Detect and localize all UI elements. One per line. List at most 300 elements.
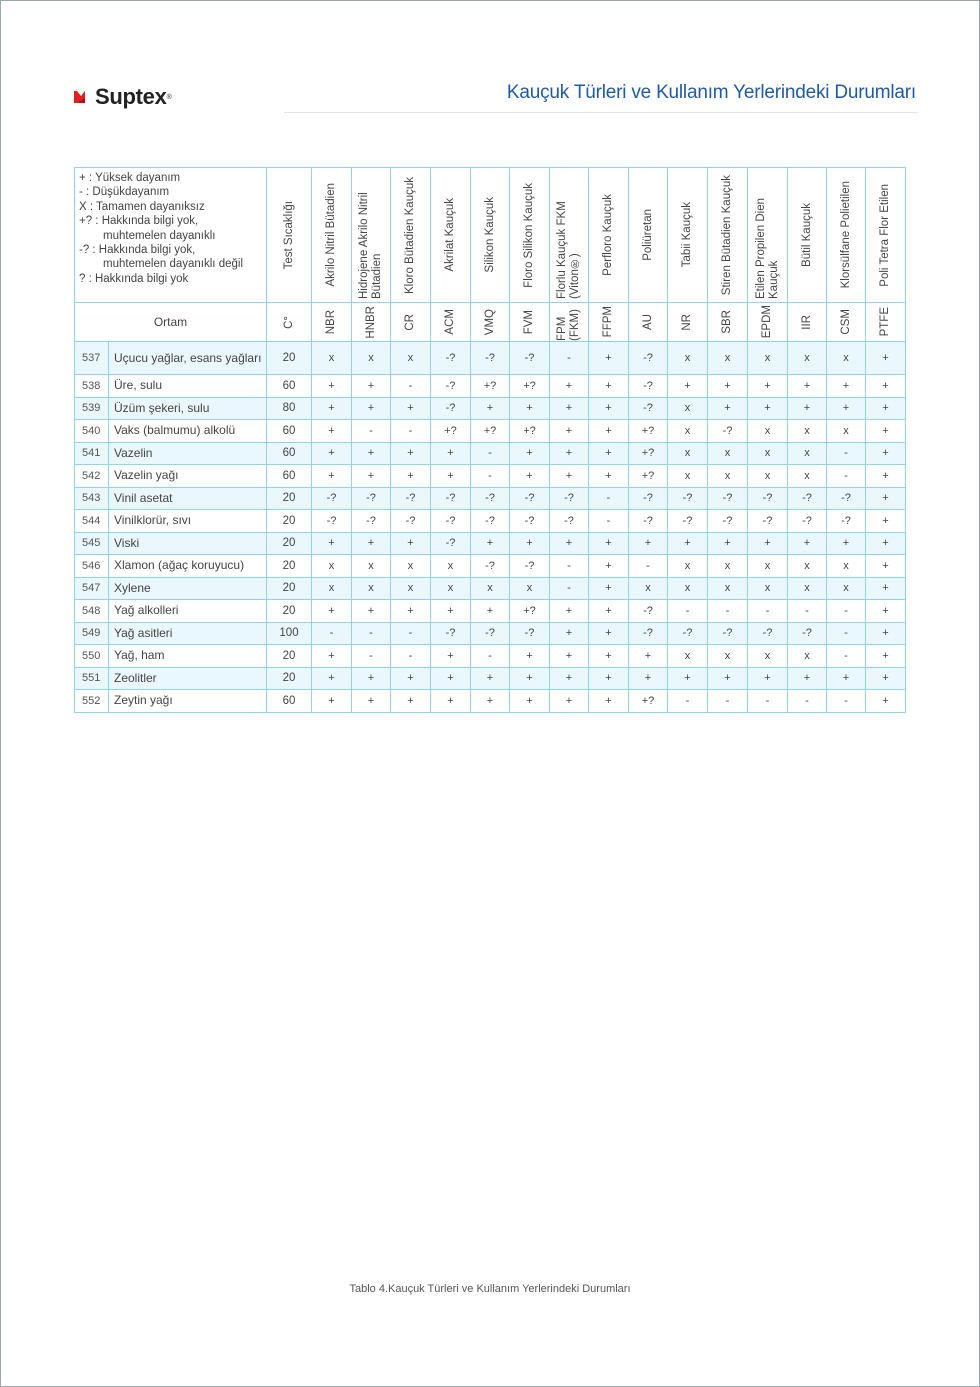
resistance-value: + — [312, 690, 352, 713]
resistance-value: + — [866, 577, 906, 600]
medium-name: Viski — [109, 532, 267, 555]
material-name: Stiren Bütadien Kauçuk — [721, 174, 733, 296]
legend-line: -? : Hakkında bilgi yok, — [79, 244, 196, 257]
resistance-value: + — [550, 397, 589, 420]
resistance-value: x — [668, 645, 708, 668]
resistance-value: x — [668, 442, 708, 465]
material-code: NBR — [325, 309, 337, 335]
resistance-value: + — [550, 442, 589, 465]
resistance-value: - — [827, 600, 866, 623]
resistance-value: + — [510, 690, 550, 713]
resistance-value: + — [471, 532, 510, 555]
resistance-value: + — [866, 487, 906, 510]
resistance-value: + — [866, 622, 906, 645]
resistance-value: -? — [431, 397, 471, 420]
row-number: 542 — [75, 465, 109, 488]
resistance-value: -? — [629, 397, 668, 420]
resistance-value: + — [391, 442, 431, 465]
medium-name: Üre, sulu — [109, 375, 267, 398]
table-row — [75, 645, 906, 668]
row-number: 552 — [75, 690, 109, 713]
resistance-value: x — [827, 342, 866, 375]
resistance-value: - — [827, 690, 866, 713]
resistance-value: + — [391, 397, 431, 420]
material-code-cell — [550, 303, 589, 342]
resistance-value: + — [589, 397, 629, 420]
resistance-value: + — [312, 600, 352, 623]
resistance-value: + — [352, 667, 391, 690]
material-name: Tabii Kauçuk — [681, 202, 693, 268]
resistance-value: - — [668, 600, 708, 623]
material-column-header — [352, 168, 391, 303]
row-number: 545 — [75, 532, 109, 555]
material-code-cell — [748, 303, 788, 342]
resistance-value: -? — [550, 487, 589, 510]
resistance-value: + — [866, 342, 906, 375]
resistance-value: +? — [471, 420, 510, 443]
resistance-value: - — [629, 555, 668, 578]
resistance-value: +? — [629, 690, 668, 713]
resistance-value: + — [312, 465, 352, 488]
test-temperature: 60 — [267, 420, 312, 443]
table-body — [75, 342, 906, 713]
medium-name: Uçucu yağlar, esans yağları — [109, 342, 267, 375]
resistance-value: -? — [510, 342, 550, 375]
resistance-value: + — [312, 397, 352, 420]
table-row — [75, 690, 906, 713]
resistance-value: -? — [312, 487, 352, 510]
resistance-value: x — [629, 577, 668, 600]
resistance-value: x — [788, 577, 827, 600]
resistance-value: -? — [431, 532, 471, 555]
resistance-value: + — [352, 465, 391, 488]
resistance-value: -? — [827, 510, 866, 533]
resistance-value: + — [391, 465, 431, 488]
resistance-value: + — [668, 532, 708, 555]
resistance-value: + — [550, 645, 589, 668]
resistance-value: + — [312, 645, 352, 668]
material-column-header — [748, 168, 788, 303]
material-name: Hidrojene Akrilo Nitril Bütadien — [358, 192, 383, 299]
resistance-value: + — [708, 667, 748, 690]
test-temperature: 20 — [267, 600, 312, 623]
resistance-value: + — [589, 465, 629, 488]
resistance-value: - — [391, 375, 431, 398]
resistance-value: x — [708, 577, 748, 600]
material-code-cell — [391, 303, 431, 342]
test-temperature: 20 — [267, 487, 312, 510]
table-row — [75, 510, 906, 533]
resistance-value: + — [550, 690, 589, 713]
resistance-value: + — [827, 667, 866, 690]
material-code-cell — [708, 303, 748, 342]
medium-name: Xylene — [109, 577, 267, 600]
resistance-value: - — [827, 442, 866, 465]
resistance-value: x — [471, 577, 510, 600]
resistance-value: + — [748, 532, 788, 555]
resistance-value: - — [788, 690, 827, 713]
resistance-value: -? — [510, 555, 550, 578]
material-name: Klorsülfane Polietilen — [839, 181, 852, 289]
test-temperature: 20 — [267, 667, 312, 690]
resistance-value: - — [748, 690, 788, 713]
resistance-value: -? — [629, 622, 668, 645]
resistance-value: x — [788, 420, 827, 443]
resistance-value: - — [589, 487, 629, 510]
resistance-value: + — [748, 667, 788, 690]
resistance-value: x — [668, 577, 708, 600]
medium-name: Zeolitler — [109, 667, 267, 690]
legend-line: + : Yüksek dayanım — [79, 172, 181, 184]
resistance-value: + — [391, 690, 431, 713]
resistance-value: x — [352, 342, 391, 375]
resistance-value: + — [431, 600, 471, 623]
resistance-value: -? — [788, 487, 827, 510]
material-name: Perfloro Kauçuk — [602, 194, 614, 276]
resistance-value: -? — [471, 510, 510, 533]
resistance-value: + — [431, 465, 471, 488]
resistance-value: + — [589, 577, 629, 600]
resistance-value: x — [510, 577, 550, 600]
resistance-value: x — [708, 442, 748, 465]
resistance-value: - — [352, 622, 391, 645]
row-number: 537 — [75, 342, 109, 375]
resistance-value: - — [827, 465, 866, 488]
resistance-value: -? — [708, 420, 748, 443]
resistance-value: x — [788, 555, 827, 578]
resistance-value: -? — [431, 375, 471, 398]
resistance-value: x — [352, 577, 391, 600]
resistance-value: x — [668, 342, 708, 375]
resistance-value: + — [510, 397, 550, 420]
resistance-value: x — [788, 465, 827, 488]
resistance-value: - — [391, 645, 431, 668]
resistance-value: + — [788, 397, 827, 420]
resistance-value: -? — [471, 622, 510, 645]
legend-line: - : Düşükdayanım — [79, 186, 170, 199]
resistance-value: + — [629, 667, 668, 690]
resistance-value: - — [471, 645, 510, 668]
resistance-value: -? — [629, 600, 668, 623]
resistance-value: + — [866, 420, 906, 443]
resistance-value: + — [866, 465, 906, 488]
table-caption: Tablo 4.Kauçuk Türleri ve Kullanım Yerlerindeki Durumları — [349, 1283, 631, 1295]
material-column-header — [312, 168, 352, 303]
resistance-value: -? — [471, 487, 510, 510]
resistance-value: x — [668, 465, 708, 488]
resistance-value: + — [431, 645, 471, 668]
material-code: SBR — [721, 310, 733, 334]
resistance-value: - — [788, 600, 827, 623]
resistance-value: -? — [510, 487, 550, 510]
material-name: Kloro Bütadien Kauçuk — [404, 176, 416, 294]
material-code: CSM — [839, 309, 852, 335]
row-number: 547 — [75, 577, 109, 600]
resistance-value: + — [391, 600, 431, 623]
resistance-value: +? — [510, 600, 550, 623]
resistance-value: + — [550, 667, 589, 690]
resistance-value: x — [708, 555, 748, 578]
table-row — [75, 577, 906, 600]
resistance-value: -? — [748, 622, 788, 645]
resistance-value: + — [352, 600, 391, 623]
resistance-value: x — [827, 577, 866, 600]
resistance-value: -? — [431, 622, 471, 645]
material-column-header — [431, 168, 471, 303]
table-row — [75, 622, 906, 645]
table-row — [75, 532, 906, 555]
table-row — [75, 600, 906, 623]
brand-logo — [74, 84, 172, 110]
legend-line: +? : Hakkında bilgi yok, — [79, 215, 199, 228]
resistance-value: +? — [471, 375, 510, 398]
resistance-value: -? — [352, 487, 391, 510]
material-name: Silikon Kauçuk — [483, 197, 496, 273]
resistance-value: + — [510, 465, 550, 488]
resistance-value: -? — [312, 510, 352, 533]
resistance-value: x — [708, 465, 748, 488]
resistance-value: - — [550, 342, 589, 375]
row-number: 538 — [75, 375, 109, 398]
test-temperature: 60 — [267, 442, 312, 465]
material-code-cell — [352, 303, 391, 342]
resistance-value: x — [391, 555, 431, 578]
resistance-value: +? — [629, 442, 668, 465]
resistance-value: + — [471, 600, 510, 623]
legend — [75, 168, 267, 303]
material-code: HNBR — [364, 305, 377, 339]
material-column-header — [629, 168, 668, 303]
material-code: AU — [641, 314, 654, 330]
resistance-value: + — [629, 645, 668, 668]
resistance-value: + — [431, 442, 471, 465]
resistance-value: + — [866, 510, 906, 533]
resistance-value: -? — [471, 342, 510, 375]
resistance-value: - — [748, 600, 788, 623]
ortam-label: Ortam — [75, 303, 267, 342]
resistance-value: + — [708, 532, 748, 555]
resistance-value: -? — [668, 487, 708, 510]
brand-reg-mark: ® — [166, 93, 172, 101]
resistance-value: + — [550, 375, 589, 398]
material-code: IIR — [800, 314, 813, 330]
resistance-value: + — [866, 532, 906, 555]
resistance-value: x — [391, 577, 431, 600]
resistance-value: + — [550, 420, 589, 443]
table-row — [75, 420, 906, 443]
resistance-value: - — [550, 577, 589, 600]
resistance-value: + — [589, 375, 629, 398]
header-divider — [284, 112, 918, 113]
material-column-header — [550, 168, 589, 303]
material-code-cell — [668, 303, 708, 342]
resistance-value: - — [827, 622, 866, 645]
resistance-value: + — [471, 690, 510, 713]
resistance-value: x — [748, 442, 788, 465]
resistance-value: -? — [748, 487, 788, 510]
material-code-cell — [629, 303, 668, 342]
resistance-value: x — [748, 342, 788, 375]
material-column-header — [866, 168, 906, 303]
resistance-value: + — [391, 667, 431, 690]
resistance-value: -? — [510, 622, 550, 645]
resistance-value: + — [312, 420, 352, 443]
resistance-value: +? — [510, 420, 550, 443]
resistance-value: - — [352, 420, 391, 443]
medium-name: Zeytin yağı — [109, 690, 267, 713]
resistance-value: -? — [827, 487, 866, 510]
legend-line: muhtemelen dayanıklı değil — [103, 258, 243, 271]
resistance-value: -? — [788, 510, 827, 533]
resistance-value: + — [312, 667, 352, 690]
row-number: 551 — [75, 667, 109, 690]
resistance-value: x — [748, 645, 788, 668]
resistance-value: + — [391, 532, 431, 555]
resistance-value: x — [748, 465, 788, 488]
medium-name: Vazelin — [109, 442, 267, 465]
resistance-value: + — [312, 532, 352, 555]
resistance-value: + — [748, 375, 788, 398]
resistance-value: + — [866, 555, 906, 578]
resistance-value: + — [827, 397, 866, 420]
material-name: Bütil Kauçuk — [800, 203, 813, 267]
resistance-value: x — [391, 342, 431, 375]
resistance-value: + — [352, 690, 391, 713]
resistance-value: + — [550, 532, 589, 555]
medium-name: Vinil asetat — [109, 487, 267, 510]
resistance-value: + — [589, 555, 629, 578]
material-column-header — [510, 168, 550, 303]
resistance-value: + — [589, 342, 629, 375]
test-temperature: 20 — [267, 532, 312, 555]
resistance-value: -? — [510, 510, 550, 533]
resistance-value: + — [510, 667, 550, 690]
resistance-value: - — [471, 442, 510, 465]
resistance-value: + — [866, 645, 906, 668]
material-code: ACM — [444, 309, 456, 335]
resistance-value: + — [866, 690, 906, 713]
resistance-value: + — [510, 442, 550, 465]
material-code: FVM — [523, 309, 535, 335]
test-temperature: 20 — [267, 510, 312, 533]
resistance-value: + — [510, 532, 550, 555]
resistance-value: - — [708, 600, 748, 623]
resistance-value: x — [312, 342, 352, 375]
resistance-value: - — [471, 465, 510, 488]
resistance-value: -? — [431, 487, 471, 510]
material-column-header — [827, 168, 866, 303]
resistance-value: -? — [708, 487, 748, 510]
test-temperature: 100 — [267, 622, 312, 645]
resistance-value: - — [391, 420, 431, 443]
material-name: Akrilat Kauçuk — [444, 198, 456, 272]
material-name: Poliüretan — [641, 209, 654, 261]
material-code-cell — [788, 303, 827, 342]
resistance-value: x — [788, 342, 827, 375]
resistance-value: - — [827, 645, 866, 668]
material-name: Akrilo Nitril Bütadien — [325, 183, 337, 287]
material-code: CR — [404, 313, 416, 331]
legend-line: muhtemelen dayanıklı — [103, 229, 216, 242]
test-temperature: 20 — [267, 555, 312, 578]
resistance-value: x — [827, 555, 866, 578]
resistance-value: + — [708, 375, 748, 398]
material-column-header — [471, 168, 510, 303]
resistance-value: + — [589, 600, 629, 623]
row-number: 544 — [75, 510, 109, 533]
material-code-cell — [312, 303, 352, 342]
table-row — [75, 555, 906, 578]
resistance-value: + — [748, 397, 788, 420]
resistance-value: x — [312, 577, 352, 600]
resistance-value: - — [668, 690, 708, 713]
resistance-value: + — [431, 690, 471, 713]
medium-name: Yağ, ham — [109, 645, 267, 668]
material-code: FPM (FKM) — [556, 309, 581, 341]
resistance-value: + — [708, 397, 748, 420]
resistance-value: +? — [510, 375, 550, 398]
resistance-value: + — [550, 600, 589, 623]
material-name: Florlu Kauçuk FKM (Viton®) — [556, 201, 581, 299]
resistance-value: + — [827, 375, 866, 398]
resistance-value: + — [866, 442, 906, 465]
resistance-value: -? — [391, 487, 431, 510]
table-row — [75, 487, 906, 510]
page-title: Kauçuk Türleri ve Kullanım Yerlerindeki Durumları — [506, 82, 916, 103]
material-column-header — [668, 168, 708, 303]
material-column-header — [708, 168, 748, 303]
resistance-value: + — [589, 690, 629, 713]
temp-unit-label: C° — [282, 315, 295, 329]
table-row — [75, 667, 906, 690]
resistance-table-container — [74, 167, 906, 713]
resistance-value: -? — [431, 342, 471, 375]
medium-name: Yağ alkolleri — [109, 600, 267, 623]
resistance-value: + — [866, 375, 906, 398]
material-code-cell — [866, 303, 906, 342]
resistance-value: + — [471, 397, 510, 420]
medium-name: Xlamon (ağaç koruyucu) — [109, 555, 267, 578]
resistance-value: + — [352, 375, 391, 398]
material-code: NR — [681, 313, 693, 331]
resistance-value: -? — [788, 622, 827, 645]
resistance-value: - — [589, 510, 629, 533]
resistance-value: -? — [668, 622, 708, 645]
resistance-value: x — [312, 555, 352, 578]
temp-column-header — [267, 168, 312, 303]
table-row — [75, 397, 906, 420]
resistance-value: x — [708, 645, 748, 668]
material-column-header — [391, 168, 431, 303]
resistance-value: + — [589, 442, 629, 465]
table-row — [75, 342, 906, 375]
material-code: FFPM — [602, 306, 614, 338]
resistance-value: -? — [629, 510, 668, 533]
legend-line: ? : Hakkında bilgi yok — [79, 272, 189, 285]
resistance-value: + — [788, 667, 827, 690]
resistance-value: - — [391, 622, 431, 645]
resistance-value: - — [708, 690, 748, 713]
resistance-value: + — [589, 532, 629, 555]
resistance-value: -? — [629, 342, 668, 375]
resistance-value: +? — [629, 465, 668, 488]
test-temperature: 60 — [267, 465, 312, 488]
resistance-value: + — [668, 667, 708, 690]
resistance-value: -? — [708, 622, 748, 645]
resistance-table — [74, 167, 906, 713]
resistance-value: + — [352, 397, 391, 420]
test-temperature: 60 — [267, 375, 312, 398]
